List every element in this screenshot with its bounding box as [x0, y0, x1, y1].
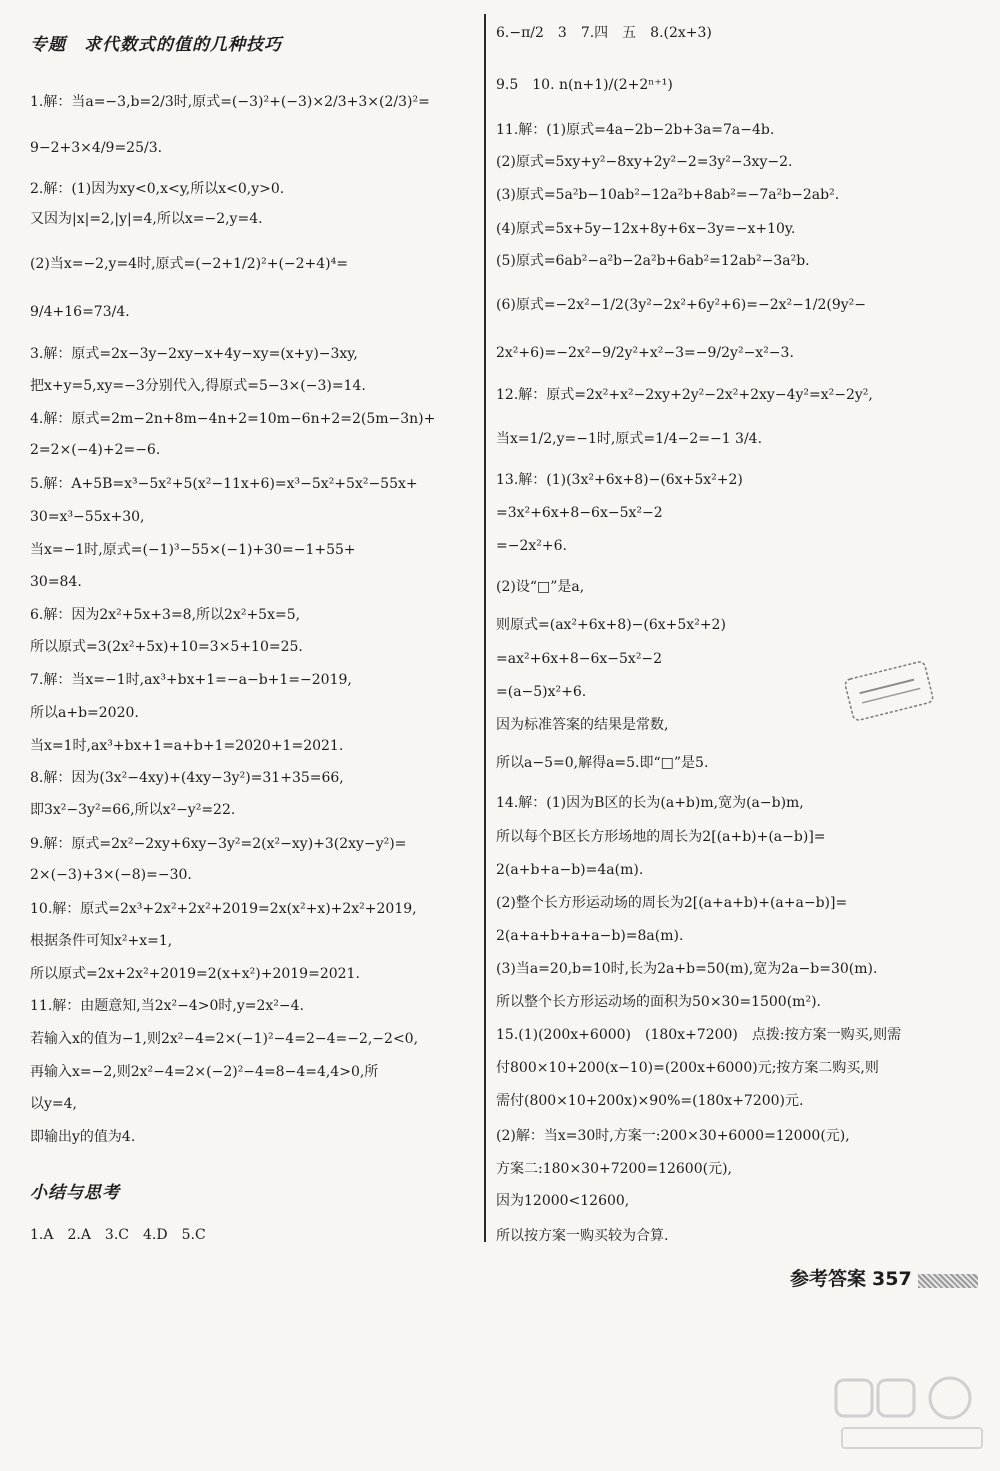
- text-line: (6)原式=−2x²−1/2(3y²−2x²+6y²+6)=−2x²−1/2(9y²−: [496, 297, 867, 313]
- text-line: 当x=1/2,y=−1时,原式=1/4−2=−1 3/4.: [496, 431, 763, 447]
- text-line: 所以每个B区长方形场地的周长为2[(a+b)+(a−b)]=: [496, 829, 826, 845]
- text-line: 30=84.: [30, 574, 82, 590]
- page-footer: [790, 1264, 978, 1291]
- footer-label: 参考答案: [790, 1268, 867, 1290]
- text-line: 13.解：(1)(3x²+6x+8)−(6x+5x²+2): [496, 472, 743, 488]
- footer-pattern-icon: [918, 1274, 978, 1288]
- text-line: (3)当a=20,b=10时,长为2a+b=50(m),宽为2a−b=30(m).: [496, 961, 878, 977]
- stamp-seal-icon: [841, 656, 937, 725]
- text-line: 3.解：原式=2x−3y−2xy−x+4y−xy=(x+y)−3xy,: [30, 346, 358, 362]
- text-line: 付800×10+200(x−10)=(200x+6000)元;按方案二购买,则: [496, 1060, 879, 1076]
- text-line: 12.解：原式=2x²+x²−2xy+2y²−2x²+2xy−4y²=x²−2y²,: [496, 387, 873, 403]
- text-line: 4.解：原式=2m−2n+8m−4n+2=10m−6n+2=2(5m−3n)+: [30, 411, 436, 427]
- column-divider: [484, 14, 486, 1242]
- text-line: 因为标准答案的结果是常数,: [496, 717, 669, 733]
- text-line: (2)整个长方形运动场的周长为2[(a+a+b)+(a+a−b)]=: [496, 895, 848, 911]
- text-line: 2=2×(−4)+2=−6.: [30, 442, 161, 458]
- text-line: 因为12000<12600,: [496, 1193, 630, 1209]
- text-line: 7.解：当x=−1时,ax³+bx+1=−a−b+1=−2019,: [30, 672, 352, 688]
- text-line: 15.(1)(200x+6000) (180x+7200) 点拨:按方案一购买,则需: [496, 1027, 902, 1043]
- text-line: 当x=−1时,原式=(−1)³−55×(−1)+30=−1+55+: [30, 542, 356, 558]
- section-heading: 小结与思考: [30, 1183, 120, 1203]
- text-line: =3x²+6x+8−6x−5x²−2: [496, 505, 663, 521]
- text-line: (4)原式=5x+5y−12x+8y+6x−3y=−x+10y.: [496, 221, 796, 237]
- text-line: 9.5 10. n(n+1)/(2+2ⁿ⁺¹): [496, 77, 673, 93]
- text-line: 需付(800×10+200x)×90%=(180x+7200)元.: [496, 1093, 804, 1109]
- text-line: 即3x²−3y²=66,所以x²−y²=22.: [30, 802, 236, 818]
- text-line: 11.解：(1)原式=4a−2b−2b+3a=7a−4b.: [496, 122, 775, 138]
- text-line: 方案二:180×30+7200=12600(元),: [496, 1161, 732, 1177]
- text-line: 根据条件可知x²+x=1,: [30, 933, 173, 949]
- text-line: 9/4+16=73/4.: [30, 304, 130, 320]
- answer-line: 1.A 2.A 3.C 4.D 5.C: [30, 1227, 206, 1243]
- text-line: 9−2+3×4/9=25/3.: [30, 140, 163, 156]
- text-line: 所以a−5=0,解得a=5.即“□”是5.: [496, 755, 709, 771]
- text-line: 2(a+a+b+a+a−b)=8a(m).: [496, 928, 684, 944]
- text-line: (3)原式=5a²b−10ab²−12a²b+8ab²=−7a²b−2ab².: [496, 187, 840, 203]
- text-line: 则原式=(ax²+6x+8)−(6x+5x²+2): [496, 617, 726, 633]
- text-line: =−2x²+6.: [496, 538, 567, 554]
- text-line: (5)原式=6ab²−a²b−2a²b+6ab²=12ab²−3a²b.: [496, 253, 810, 269]
- text-line: 2(a+b+a−b)=4a(m).: [496, 862, 644, 878]
- text-line: 2.解：(1)因为xy<0,x<y,所以x<0,y>0.: [30, 181, 285, 197]
- text-line: 所以原式=3(2x²+5x)+10=3×5+10=25.: [30, 639, 303, 655]
- text-line: 2×(−3)+3×(−8)=−30.: [30, 867, 192, 883]
- text-line: 即输出y的值为4.: [30, 1129, 136, 1145]
- text-line: 30=x³−55x+30,: [30, 509, 145, 525]
- text-line: 把x+y=5,xy=−3分别代入,得原式=5−3×(−3)=14.: [30, 378, 366, 394]
- text-line: 5.解：A+5B=x³−5x²+5(x²−11x+6)=x³−5x²+5x²−55x+: [30, 476, 418, 492]
- text-line: (2)当x=−2,y=4时,原式=(−2+1/2)²+(−2+4)⁴=: [30, 256, 348, 272]
- text-line: =ax²+6x+8−6x−5x²−2: [496, 651, 663, 667]
- text-line: 所以整个长方形运动场的面积为50×30=1500(m²).: [496, 994, 821, 1010]
- page-number: 357: [872, 1268, 912, 1290]
- text-line: 9.解：原式=2x²−2xy+6xy−3y²=2(x²−xy)+3(2xy−y²)=: [30, 836, 407, 852]
- watermark-logo-icon: [832, 1370, 992, 1460]
- text-line: 所以按方案一购买较为合算.: [496, 1228, 669, 1244]
- text-line: 10.解：原式=2x³+2x²+2x²+2019=2x(x²+x)+2x²+2019,: [30, 901, 417, 917]
- text-line: (2)解：当x=30时,方案一:200×30+6000=12000(元),: [496, 1128, 850, 1144]
- text-line: 又因为|x|=2,|y|=4,所以x=−2,y=4.: [30, 211, 263, 227]
- text-line: 所以a+b=2020.: [30, 705, 139, 721]
- text-line: (2)设“□”是a,: [496, 579, 585, 595]
- text-line: =(a−5)x²+6.: [496, 684, 587, 700]
- text-line: 以y=4,: [30, 1096, 77, 1112]
- text-line: 11.解：由题意知,当2x²−4>0时,y=2x²−4.: [30, 998, 304, 1014]
- text-line: 6.−π/2 3 7.四 五 8.(2x+3): [496, 25, 712, 41]
- text-line: 所以原式=2x+2x²+2019=2(x+x²)+2019=2021.: [30, 966, 360, 982]
- text-line: 2x²+6)=−2x²−9/2y²+x²−3=−9/2y²−x²−3.: [496, 345, 794, 361]
- text-line: 1.解：当a=−3,b=2/3时,原式=(−3)²+(−3)×2/3+3×(2/3)²=: [30, 94, 430, 110]
- text-line: 6.解：因为2x²+5x+3=8,所以2x²+5x=5,: [30, 607, 301, 623]
- text-line: 当x=1时,ax³+bx+1=a+b+1=2020+1=2021.: [30, 738, 344, 754]
- text-line: (2)原式=5xy+y²−8xy+2y²−2=3y²−3xy−2.: [496, 154, 793, 170]
- text-line: 14.解：(1)因为B区的长为(a+b)m,宽为(a−b)m,: [496, 795, 804, 811]
- section-heading: 专题 求代数式的值的几种技巧: [30, 35, 282, 55]
- text-line: 若输入x的值为−1,则2x²−4=2×(−1)²−4=2−4=−2,−2<0,: [30, 1031, 419, 1047]
- text-line: 再输入x=−2,则2x²−4=2×(−2)²−4=8−4=4,4>0,所: [30, 1064, 379, 1080]
- text-line: 8.解：因为(3x²−4xy)+(4xy−3y²)=31+35=66,: [30, 770, 344, 786]
